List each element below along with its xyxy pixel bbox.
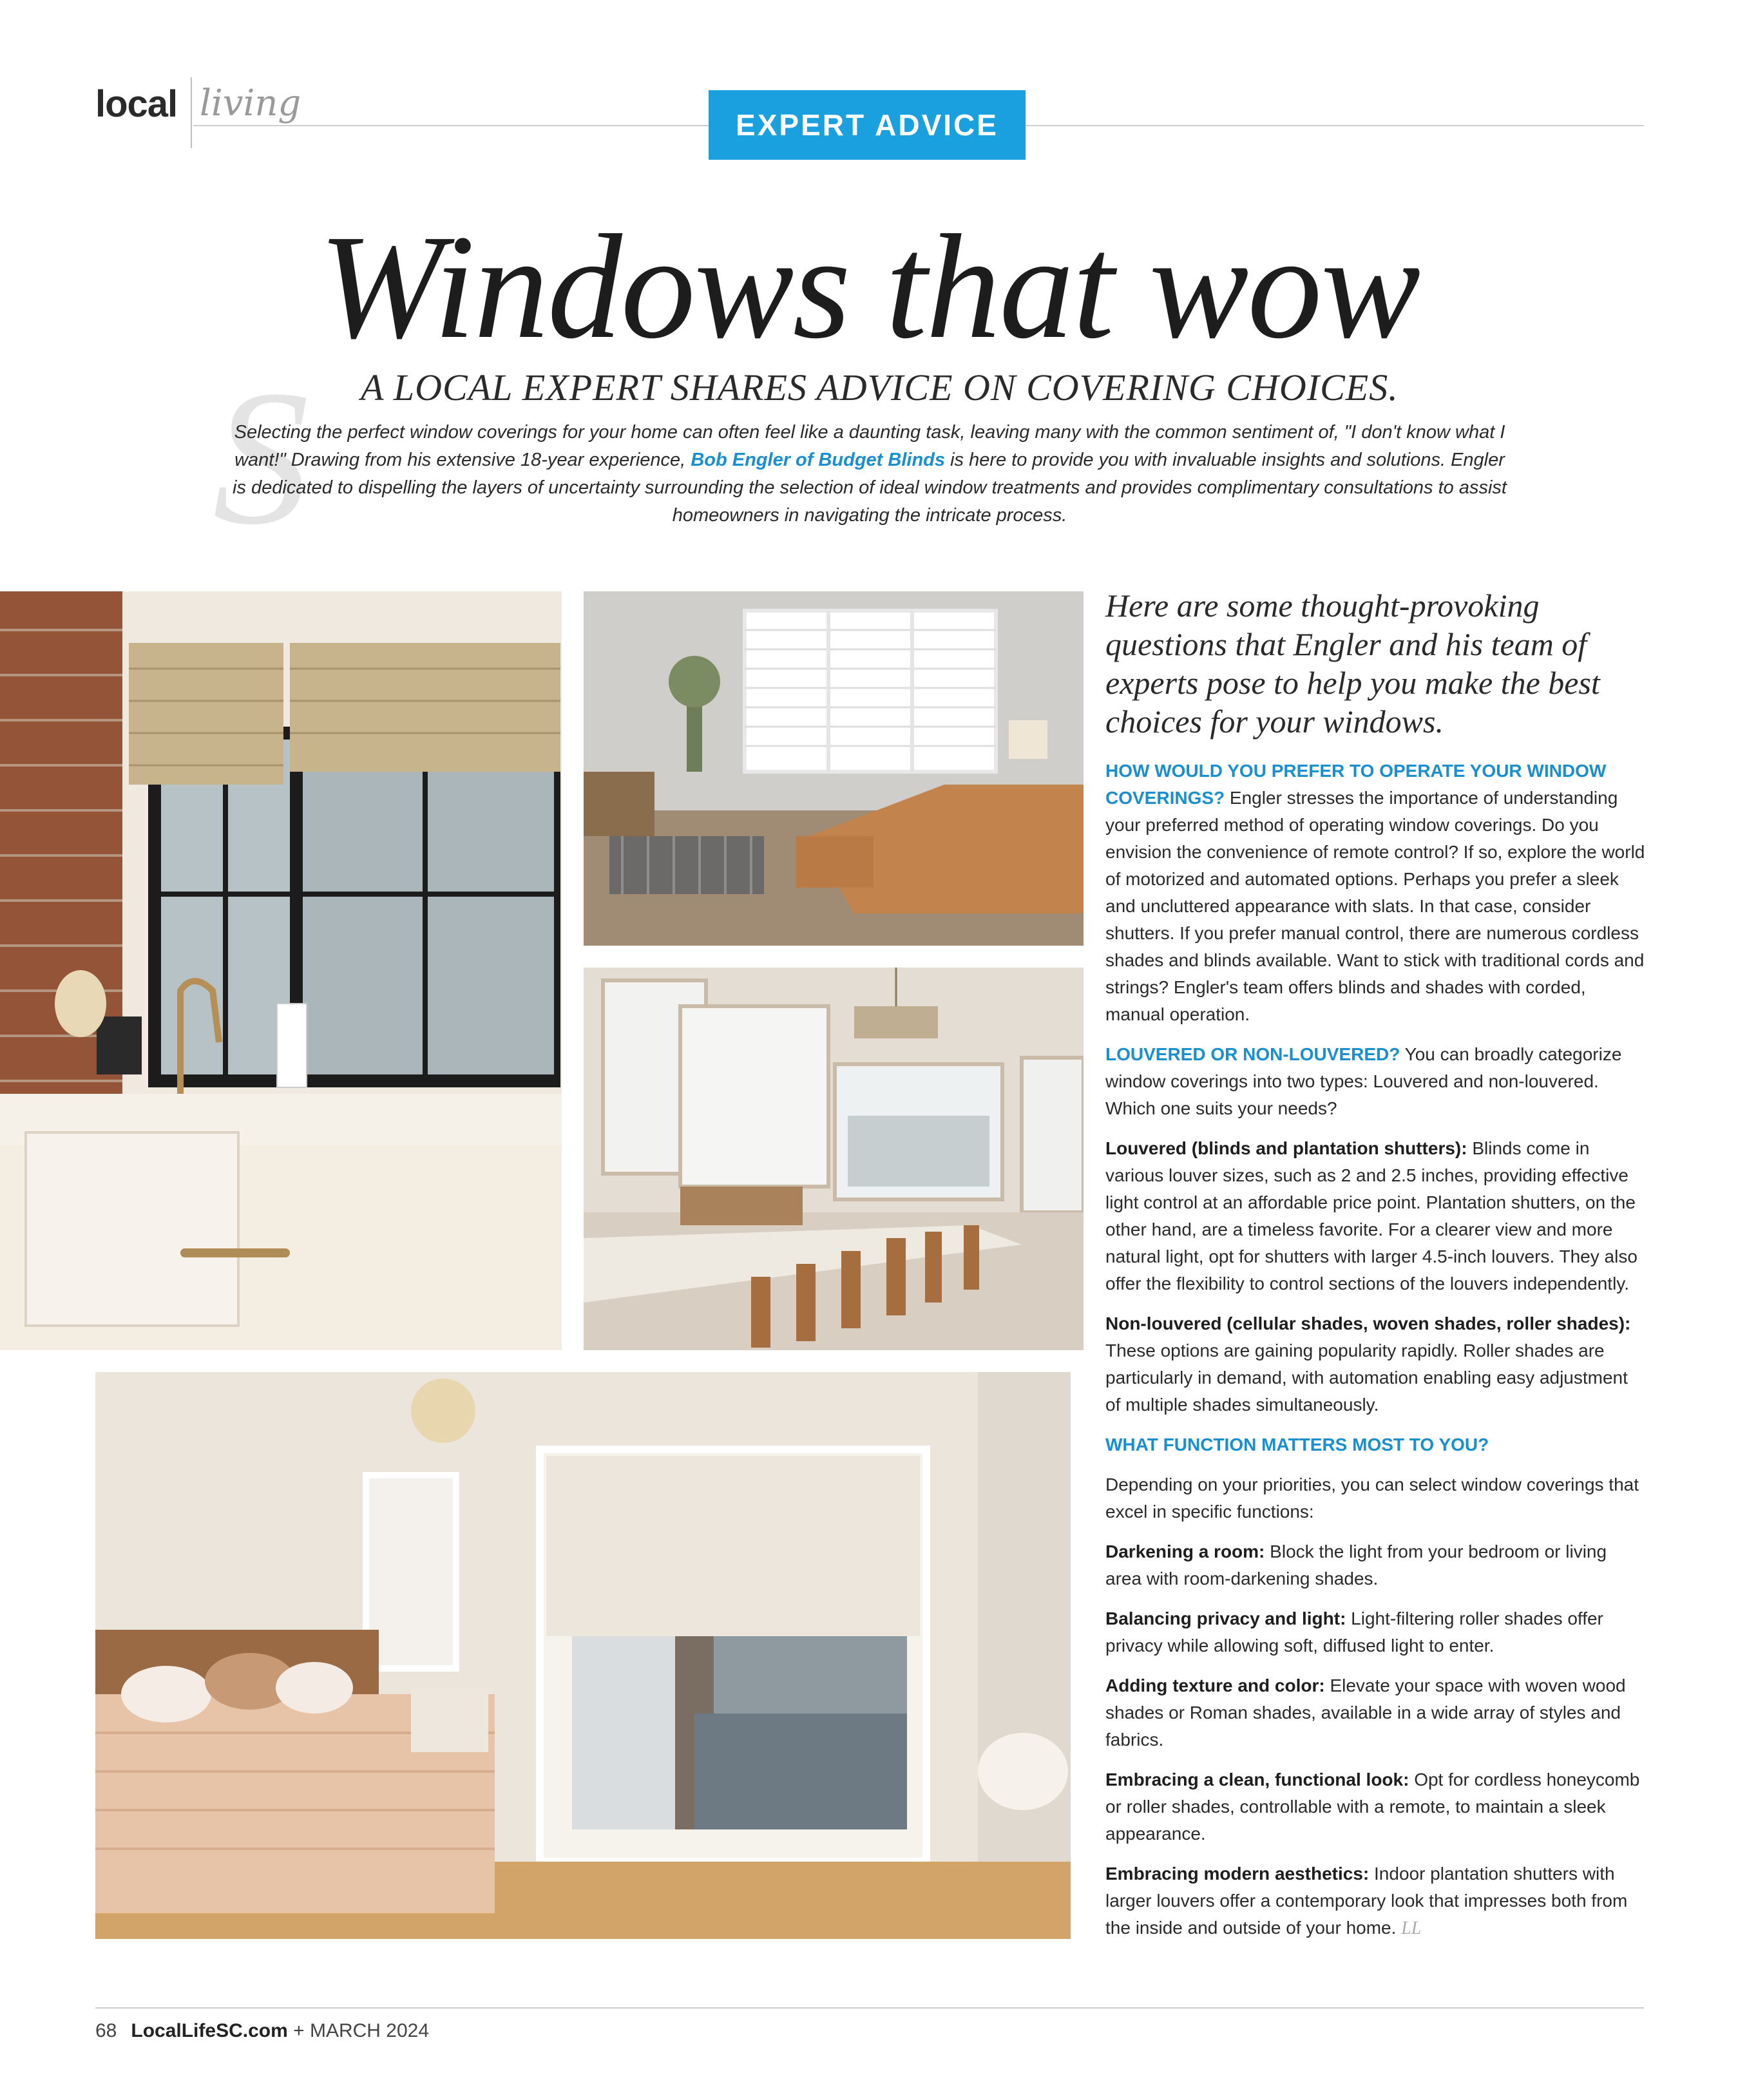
bedroom-illustration xyxy=(95,1372,1071,1939)
function-2 xyxy=(1105,1605,1647,1659)
pull-quote: Here are some thought-provoking questions that Engler and his team of experts pose to help you make the best choices for your windows. xyxy=(1105,587,1600,740)
end-mark: LL xyxy=(1401,1918,1422,1938)
intro-text-end: is here to provide you with invaluable insights and solutions. Engler is dedicated to dispelling the layers of uncertainty surrounding the selection of ideal window treatments and provides complimentary consultations to assist homeowners in navigating the intricate process. xyxy=(233,450,1507,526)
question-3-heading: WHAT FUNCTION MATTERS MOST TO YOU? xyxy=(1105,1435,1489,1455)
louvered-label: Louvered (blinds and plantation shutters): xyxy=(1105,1138,1467,1158)
question-3-heading-block xyxy=(1105,1431,1647,1458)
function-5 xyxy=(1105,1860,1647,1942)
living-room-illustration xyxy=(584,591,1084,946)
nonlouvered-body: These options are gaining popularity rapidly. Roller shades are particularly in demand, with automation enabling easy adjustment of multiple shades simultaneously. xyxy=(1105,1341,1628,1415)
function-5-label: Embracing modern aesthetics: xyxy=(1105,1864,1370,1884)
brand-primary: local xyxy=(95,83,178,125)
article-column xyxy=(1105,586,1647,1955)
question-2-body: You can broadly categorize window coverings into two types: Louvered and non-louvered. Which one suits your needs? xyxy=(1105,1044,1622,1118)
footer-site[interactable]: LocalLifeSC.com xyxy=(131,2020,288,2041)
footer xyxy=(95,2020,429,2042)
question-3-body: Depending on your priorities, you can select window coverings that excel in specific functions: xyxy=(1105,1475,1639,1522)
louvered-body: Blinds come in various louver sizes, such as 2 and 2.5 inches, providing effective light control at an affordable price point. Plantation shutters, on the other hand, are a timeless favorite. For a clearer view and more natural light, opt for shutters with larger 4.5-inch louvers. They also offer the flexibility to control sections of the louvers independently. xyxy=(1105,1138,1638,1293)
intro-paragraph xyxy=(232,419,1507,530)
dropcap: S xyxy=(213,350,309,564)
function-4 xyxy=(1105,1766,1647,1847)
function-3-body: Elevate your space with woven wood shades or Roman shades, available in a wide array of styles and fabrics. xyxy=(1105,1675,1626,1750)
function-4-body: Opt for cordless honeycomb or roller shades, controllable with a remote, to maintain a sleek appearance. xyxy=(1105,1770,1640,1844)
function-3-label: Adding texture and color: xyxy=(1105,1675,1325,1695)
function-1-label: Darkening a room: xyxy=(1105,1542,1265,1561)
photo-bedroom xyxy=(95,1372,1071,1939)
intro-text-start: Selecting the perfect window coverings for your home can often feel like a daunting task, leaving many with the common sentiment of, "I don't know what I want!" Drawing from his extensive 18-year experience, xyxy=(234,422,1505,470)
subhead: A LOCAL EXPERT SHARES ADVICE ON COVERING CHOICES. xyxy=(361,367,1399,408)
function-4-label: Embracing a clean, functional look: xyxy=(1105,1770,1409,1790)
function-3 xyxy=(1105,1672,1647,1753)
brand-divider xyxy=(191,77,192,148)
question-1 xyxy=(1105,758,1647,1028)
nonlouvered-label: Non-louvered (cellular shades, woven shades, roller shades): xyxy=(1105,1313,1631,1333)
dining-room-illustration xyxy=(584,968,1084,1350)
footer-issue: + MARCH 2024 xyxy=(287,2020,430,2041)
question-1-heading: HOW WOULD YOU PREFER TO OPERATE YOUR WINDOW COVERINGS? xyxy=(1105,761,1607,808)
footer-rule xyxy=(95,2007,1644,2009)
question-1-body: Engler stresses the importance of understanding your preferred method of operating window coverings. Do you envision the convenience of remote control? If so, explore the world of motorized and automated options. Perhaps you prefer a sleek and uncluttered appearance with slats. In that case, consider shutters. If you prefer manual control, there are numerous cordless shades and blinds available. Want to stick with traditional cords and strings? Engler's team offers blinds and shades with corded, manual operation. xyxy=(1105,788,1645,1024)
photo-living-room xyxy=(584,591,1084,946)
brand-secondary: living xyxy=(200,82,301,124)
function-1 xyxy=(1105,1538,1647,1592)
intro-link[interactable]: Bob Engler of Budget Blinds xyxy=(691,450,946,470)
question-2 xyxy=(1105,1041,1647,1122)
photo-kitchen xyxy=(0,591,562,1350)
question-2-heading: LOUVERED OR NON-LOUVERED? xyxy=(1105,1044,1400,1064)
function-2-label: Balancing privacy and light: xyxy=(1105,1608,1346,1628)
section-tag: EXPERT ADVICE xyxy=(709,90,1026,160)
function-2-body: Light-filtering roller shades offer privacy while allowing soft, diffused light to enter. xyxy=(1105,1608,1603,1656)
page-number: 68 xyxy=(95,2020,117,2041)
kitchen-illustration xyxy=(0,591,562,1350)
function-1-body: Block the light from your bedroom or living area with room-darkening shades. xyxy=(1105,1542,1607,1589)
photo-dining-room xyxy=(584,968,1084,1350)
nonlouvered-paragraph xyxy=(1105,1310,1647,1418)
function-5-body: Indoor plantation shutters with larger louvers offer a contemporary look that impresses both from the inside and outside of your home. xyxy=(1105,1864,1628,1938)
louvered-paragraph xyxy=(1105,1135,1647,1297)
headline: Windows that wow xyxy=(318,204,1420,370)
